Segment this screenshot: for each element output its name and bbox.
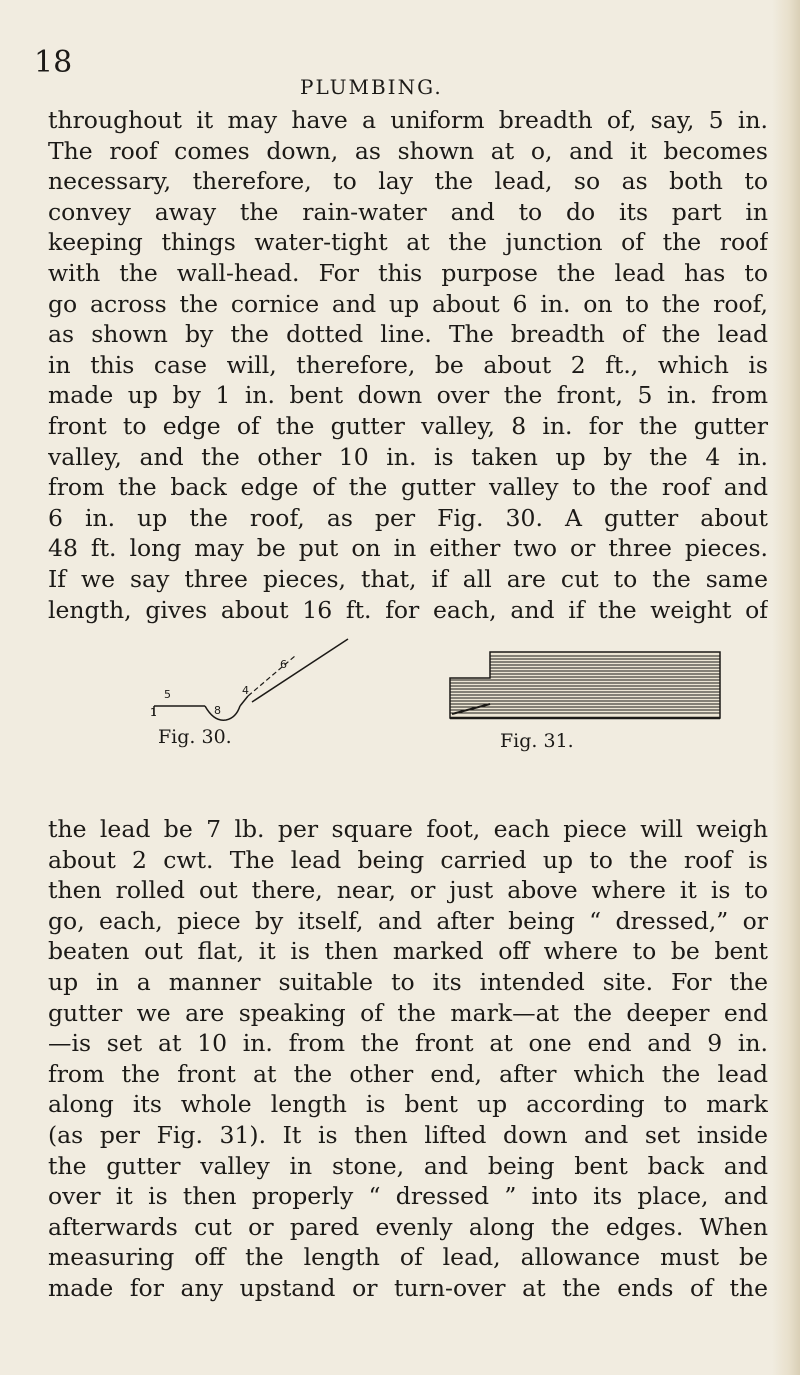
label-6: 6 [280, 658, 287, 671]
label-5: 5 [164, 688, 171, 701]
text-line: in this case will, therefore, be about 2 ft., which is [48, 350, 768, 379]
text-line: over it is then properly “ dressed ” into its place, and [48, 1182, 768, 1211]
text-line: up in a manner suitable to its intended site. For the [48, 967, 768, 996]
text-line: If we say three pieces, that, if all are cut to the same [48, 564, 768, 593]
figure-31-caption: Fig. 31. [500, 730, 574, 752]
text-line: about 2 cwt. The lead being carried up to the roof is [48, 845, 768, 874]
paragraph-1 [48, 105, 768, 625]
text-line: necessary, therefore, to lay the lead, so as both to [48, 167, 768, 196]
text-line: The roof comes down, as shown at o, and it becomes [48, 136, 768, 165]
text-line: front to edge of the gutter valley, 8 in. for the gutter [48, 411, 768, 440]
text-line: length, gives about 16 ft. for each, and if the weight of [48, 595, 768, 624]
text-line: throughout it may have a uniform breadth of, say, 5 in. [48, 106, 768, 134]
text-line: (as per Fig. 31). It is then lifted down and set inside [48, 1120, 768, 1149]
text-line: 6 in. up the roof, as per Fig. 30. A gutter about [48, 503, 768, 532]
label-1: 1 [150, 706, 157, 719]
text-line: as shown by the dotted line. The breadth of the lead [48, 320, 768, 349]
text-line: beaten out flat, it is then marked off where to be bent [48, 937, 768, 966]
text-line: convey away the rain-water and to do its part in [48, 197, 768, 226]
text-line: then rolled out there, near, or just above where it is to [48, 876, 768, 905]
text-line: valley, and the other 10 in. is taken up by the 4 in. [48, 442, 768, 471]
running-head: PLUMBING. [300, 75, 443, 99]
page-edge-shadow [772, 0, 800, 1375]
text-line: go across the cornice and up about 6 in. on to the roof, [48, 289, 768, 318]
label-8: 8 [214, 704, 221, 717]
text-line: along its whole length is bent up according to mark [48, 1090, 768, 1119]
text-line: from the front at the other end, after which the lead [48, 1059, 768, 1088]
gutter-section-diagram [150, 636, 350, 721]
text-line: —is set at 10 in. from the front at one end and 9 in. [48, 1029, 768, 1058]
figure-30-caption: Fig. 30. [158, 726, 232, 748]
text-line: with the wall-head. For this purpose the lead has to [48, 258, 768, 287]
text-line: made for any upstand or turn-over at the ends of the [48, 1273, 768, 1302]
text-line: measuring off the length of lead, allowance must be [48, 1243, 768, 1272]
figure-30 [150, 636, 350, 751]
label-4: 4 [242, 684, 249, 697]
text-line: keeping things water-tight at the junction of the roof [48, 228, 768, 257]
text-line: made up by 1 in. bent down over the front, 5 in. from [48, 381, 768, 410]
figure-31 [430, 640, 730, 755]
text-line: go, each, piece by itself, and after being “ dressed,” or [48, 906, 768, 935]
text-line: gutter we are speaking of the mark—at the deeper end [48, 998, 768, 1027]
text-line: 48 ft. long may be put on in either two or three pieces. [48, 534, 768, 563]
paragraph-2 [48, 814, 768, 1304]
text-line: from the back edge of the gutter valley to the roof and [48, 473, 768, 502]
lead-bent-diagram [430, 640, 730, 725]
page-number: 18 [34, 45, 73, 80]
text-line: afterwards cut or pared evenly along the edges. When [48, 1212, 768, 1241]
text-line: the gutter valley in stone, and being bent back and [48, 1151, 768, 1180]
text-line: the lead be 7 lb. per square foot, each piece will weigh [48, 815, 768, 843]
